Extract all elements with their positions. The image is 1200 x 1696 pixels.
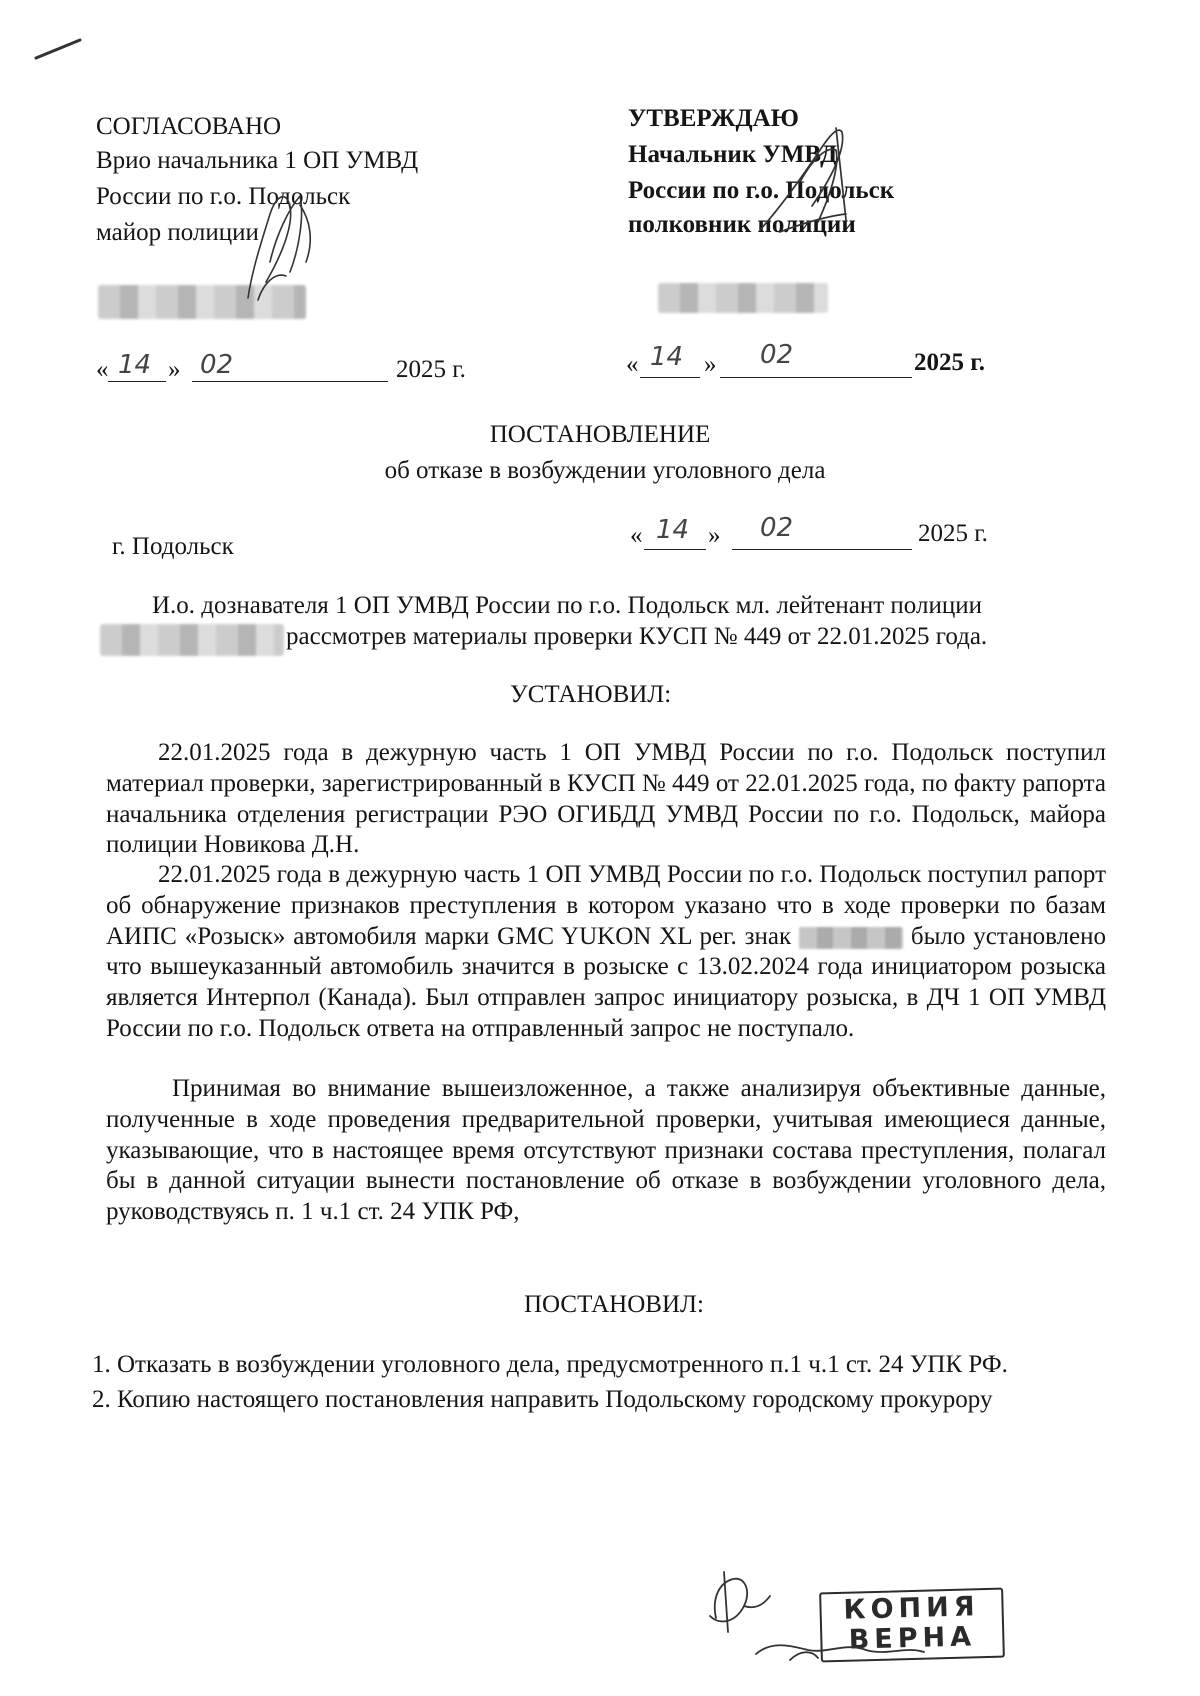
intro-line-2: рассмотрев материалы проверки КУСП № 449 от 22.01.2025 года. xyxy=(286,623,988,650)
document-subtitle: об отказе в возбуждении уголовного дела xyxy=(384,457,826,484)
date-quote-close: » xyxy=(168,356,181,383)
paragraph-1 xyxy=(106,738,1106,861)
date-month-underline xyxy=(732,549,912,550)
redacted-name-investigator xyxy=(100,624,284,656)
stamp-line-2: ВЕРНА xyxy=(848,1621,977,1656)
resolved-heading: ПОСТАНОВИЛ: xyxy=(524,1291,704,1318)
date-day-handwritten: 14 xyxy=(650,342,684,372)
date-month-underline xyxy=(720,377,912,378)
approval-left-department: России по г.о. Подольск xyxy=(96,183,351,210)
date-month-handwritten: 02 xyxy=(200,350,234,380)
approval-left-heading: СОГЛАСОВАНО xyxy=(96,113,282,140)
date-day-underline xyxy=(108,381,166,382)
approval-right-position: Начальник УМВД xyxy=(628,141,838,168)
resolution-item-2: 2. Копию настоящего постановления направить Подольскому городскому прокурору xyxy=(92,1386,993,1413)
date-year: 2025 г. xyxy=(396,356,466,383)
paragraph-3 xyxy=(106,1074,1106,1228)
date-year: 2025 г. xyxy=(914,349,986,376)
paragraph-2-text-a: 22.01.2025 года в дежурную часть 1 ОП УМВД России по г.о. Подольск поступил рапорт об обнаружение признаков преступления в котором указано что в ходе проверки по базам АИПС «Розыск» автомобиля марки GMC YUKON XL рег. знак xyxy=(106,861,1106,950)
date-day-handwritten: 14 xyxy=(118,350,152,380)
approval-right-department: России по г.о. Подольск xyxy=(628,177,895,204)
redacted-name-left xyxy=(98,285,306,319)
date-quote-close: » xyxy=(708,522,721,549)
stamp-line-1: КОПИЯ xyxy=(843,1591,980,1626)
approval-right-heading: УТВЕРЖДАЮ xyxy=(628,105,799,132)
resolution-item-1: 1. Отказать в возбуждении уголовного дела, предусмотренного п.1 ч.1 ст. 24 УПК РФ. xyxy=(92,1351,1008,1378)
copy-certified-stamp xyxy=(819,1588,1005,1663)
date-day-underline xyxy=(640,377,700,378)
approval-left-rank: майор полиции xyxy=(96,219,259,246)
date-month-handwritten: 02 xyxy=(760,340,794,370)
approval-right-rank: полковник полиции xyxy=(628,211,856,238)
paragraph-1-text: 22.01.2025 года в дежурную часть 1 ОП УМВД России по г.о. Подольск поступил материал проверки, зарегистрированный в КУСП № 449 от 22.01.2025 года, по факту рапорта начальника отделения регистрации РЭО ОГИБДД УМВД России по г.о. Подольск, майора полиции Новикова Д.Н. xyxy=(106,739,1106,859)
date-year: 2025 г. xyxy=(918,520,988,547)
paragraph-2-text-b: было установлено что вышеуказанный автомобиль значится в розыске с 13.02.2024 года инициатором розыска является Интерпол (Канада). Был отправлен запрос инициатору розыска, в ДЧ 1 ОП УМВД России по г.о. Подольск ответа на отправленный запрос не поступало. xyxy=(106,922,1107,1042)
intro-line-1: И.о. дознавателя 1 ОП УМВД России по г.о. Подольск мл. лейтенант полиции xyxy=(152,592,982,619)
date-month-handwritten: 02 xyxy=(760,513,794,543)
corner-pen-mark xyxy=(36,40,80,58)
date-month-underline xyxy=(192,381,388,382)
redacted-plate xyxy=(799,927,903,949)
date-quote-close: » xyxy=(704,351,717,378)
date-day-underline xyxy=(644,549,706,550)
redacted-name-right xyxy=(658,283,828,313)
date-day-handwritten: 14 xyxy=(656,515,690,545)
approval-left-position: Врио начальника 1 ОП УМВД xyxy=(96,147,419,174)
document-city: г. Подольск xyxy=(112,533,234,560)
date-quote-open: « xyxy=(626,351,639,378)
established-heading: УСТАНОВИЛ: xyxy=(510,681,672,708)
paragraph-3-text: Принимая во внимание вышеизложенное, а также анализируя объективные данные, полученные в ходе проведения предварительной проверки, учитывая имеющиеся данные, указывающие, что в настоящее время отсутствуют признаки состава преступления, полагал бы в данной ситуации вынести постановление об отказе в возбуждении уголовного дела, руководствуясь п. 1 ч.1 ст. 24 УПК РФ, xyxy=(106,1075,1106,1226)
date-quote-open: « xyxy=(630,522,643,549)
document-title: ПОСТАНОВЛЕНИЕ xyxy=(489,421,711,448)
paragraph-2 xyxy=(106,860,1106,1045)
date-quote-open: « xyxy=(96,356,109,383)
